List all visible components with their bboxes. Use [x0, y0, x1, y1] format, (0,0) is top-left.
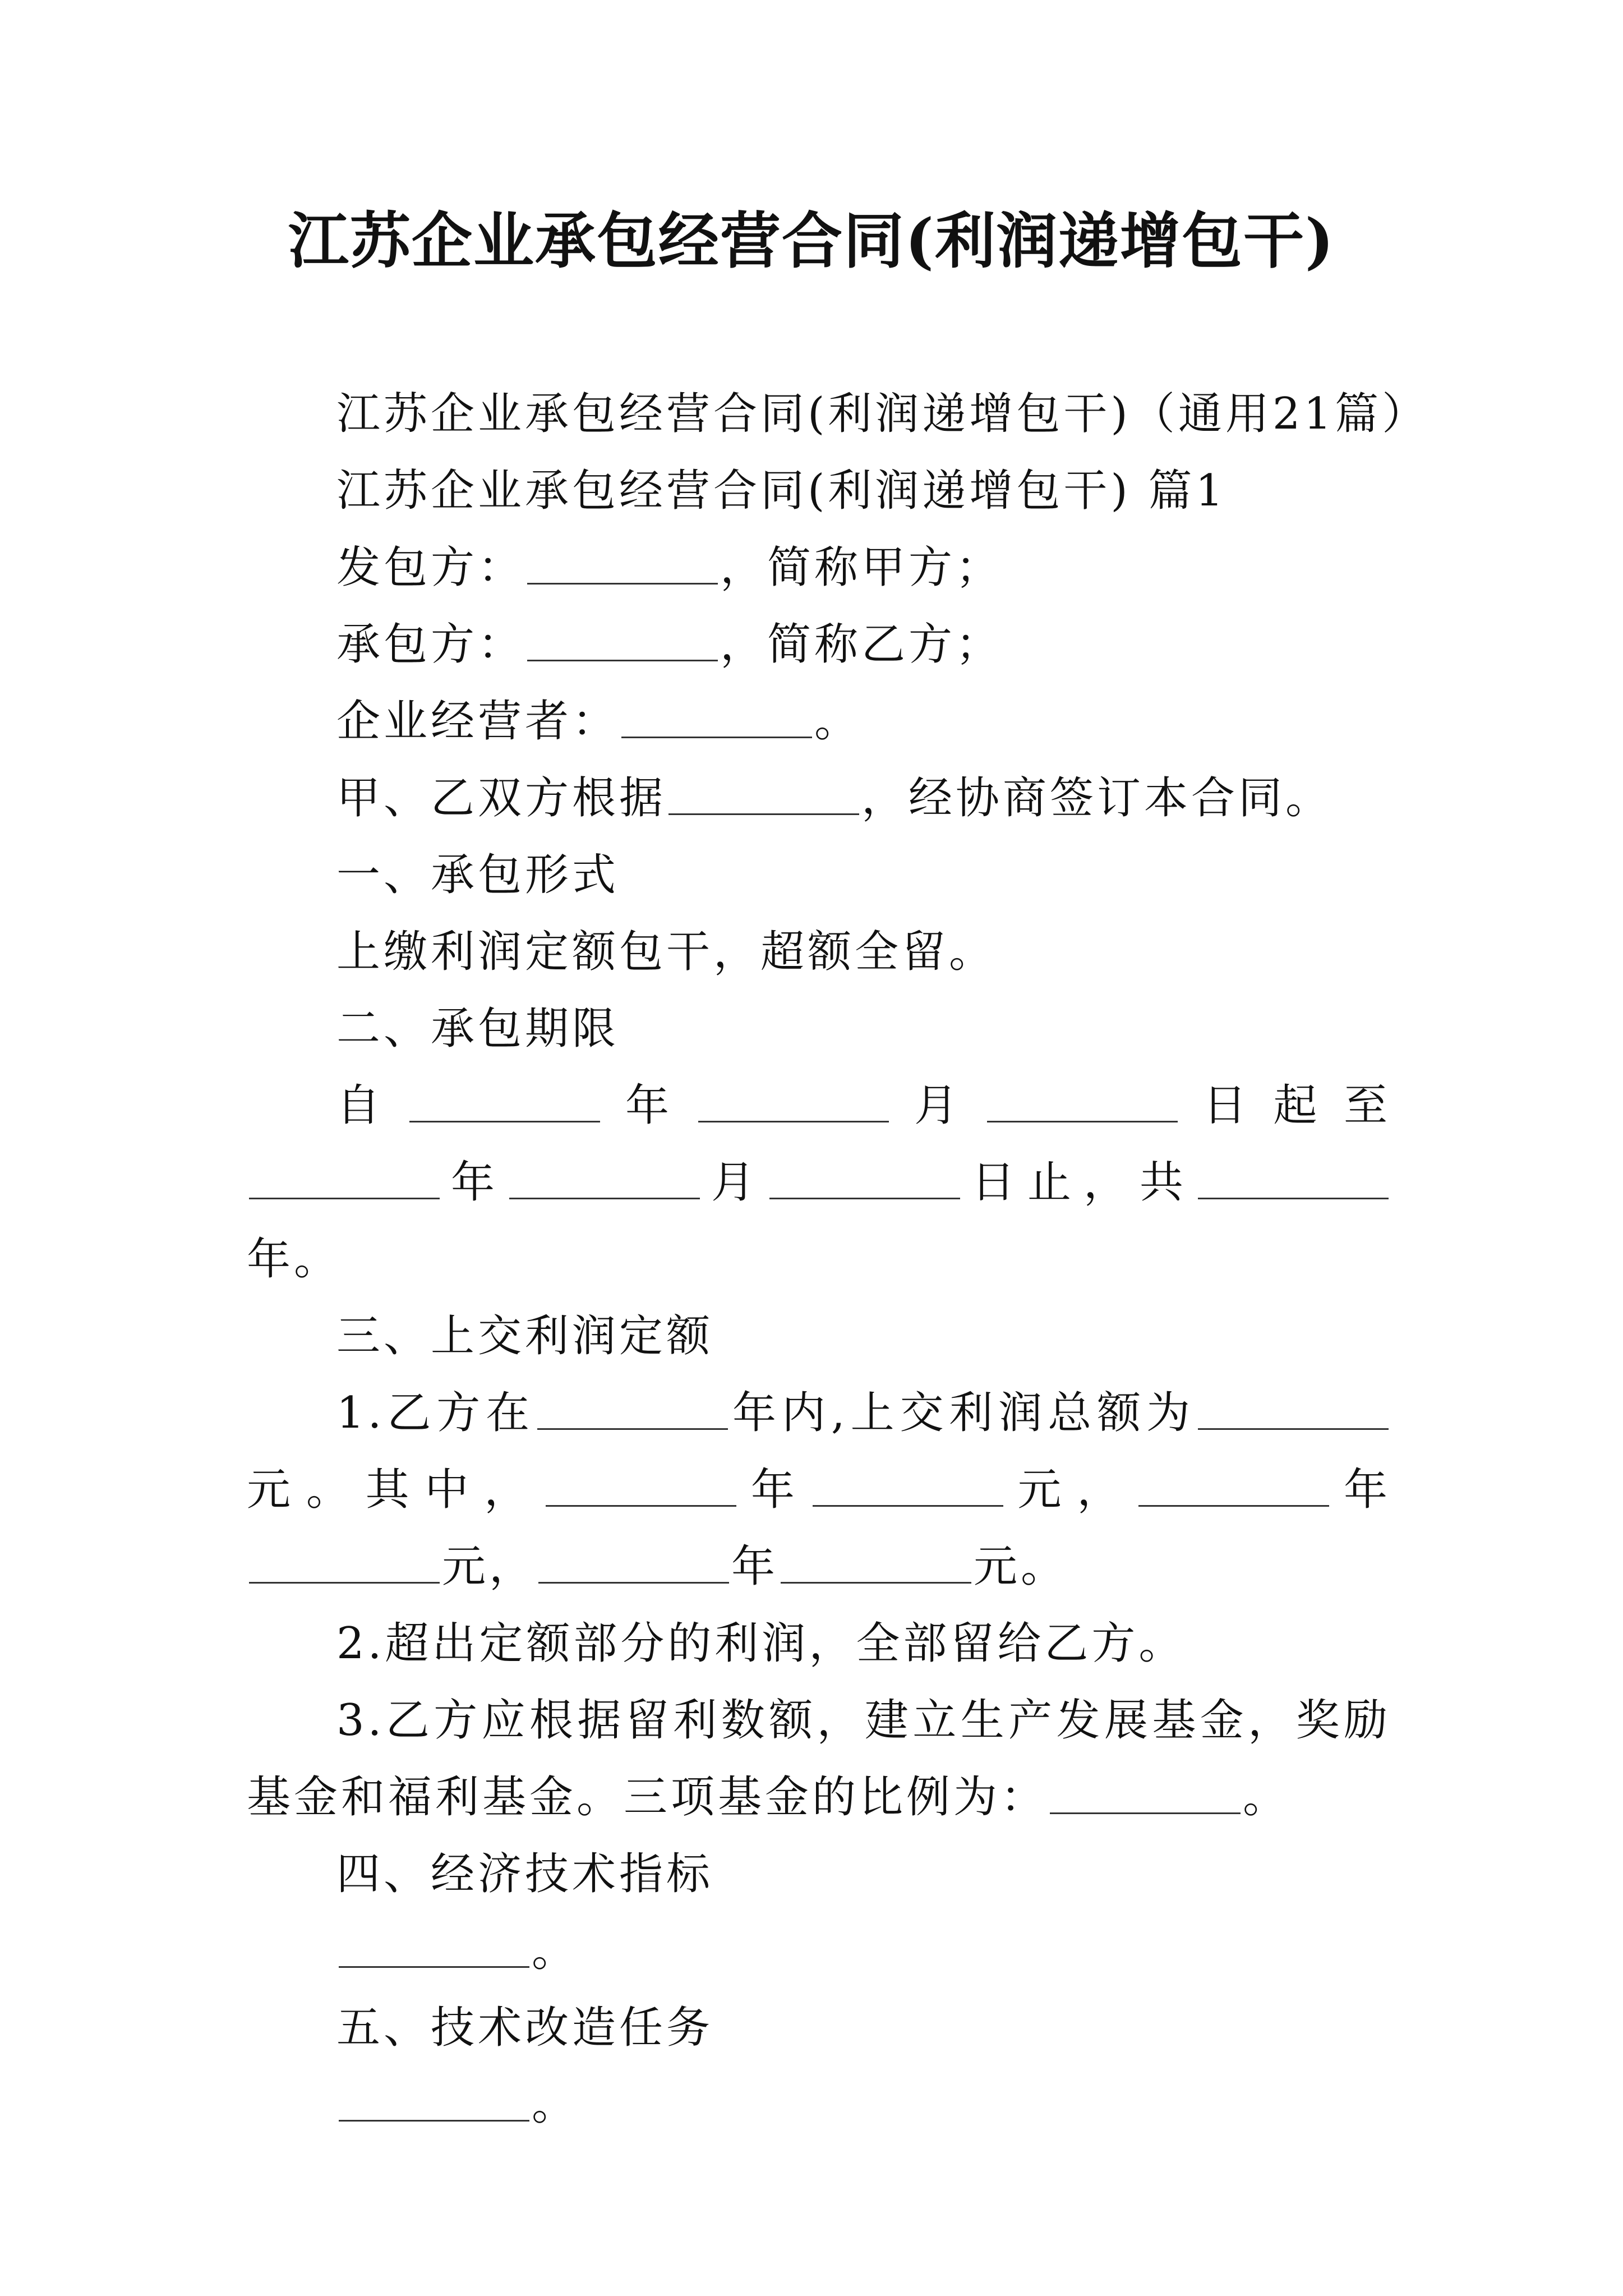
section-heading-2: 二、承包期限 — [336, 1004, 620, 1054]
quota-text: 元。 — [974, 1542, 1068, 1592]
quota-text: 元， — [442, 1542, 537, 1592]
fill-blank — [249, 1158, 440, 1199]
fill-blank — [769, 1158, 960, 1199]
term-text: 自 — [336, 1080, 407, 1131]
fill-blank — [698, 1082, 889, 1122]
term-text: 年。 — [247, 1234, 342, 1285]
fill-blank — [1198, 1389, 1389, 1430]
party-a-suffix: ，简称甲方； — [720, 542, 1003, 593]
fill-blank — [621, 697, 812, 738]
term-text: 年 — [602, 1080, 696, 1131]
operator-line — [247, 683, 1391, 760]
collection-title: 江苏企业承包经营合同(利润递增包干)（通用21篇） — [336, 389, 1430, 439]
basis-line — [247, 760, 1391, 837]
profit-quota-paragraph — [247, 1375, 1391, 1605]
party-b-line — [247, 606, 1391, 683]
quota-text: 1.乙方在 — [336, 1388, 536, 1438]
fill-blank — [527, 544, 718, 585]
section-heading-5: 五、技术改造任务 — [336, 2003, 714, 2053]
fill-blank — [668, 774, 859, 815]
document-body — [247, 376, 1430, 2143]
fill-blank — [409, 1082, 600, 1122]
fill-blank — [538, 1543, 729, 1584]
fill-blank — [339, 2081, 529, 2122]
section-1-text: 上缴利润定额包干，超额全留。 — [336, 927, 997, 977]
term-text: 月 — [702, 1157, 767, 1208]
fill-blank — [813, 1466, 1003, 1507]
fill-blank — [987, 1082, 1178, 1122]
document-title: 江苏企业承包经营合同(利润递增包干) — [288, 206, 1335, 277]
quota-text: 年 — [1331, 1465, 1391, 1515]
fill-blank — [1050, 1773, 1241, 1814]
fill-blank — [546, 1466, 736, 1507]
fill-blank — [781, 1543, 971, 1584]
party-b-label: 承包方： — [336, 619, 525, 670]
quota-text: 元， — [1005, 1465, 1137, 1515]
basis-text: 甲、乙双方根据 — [336, 773, 667, 823]
section-heading-3: 三、上交利润定额 — [336, 1311, 714, 1361]
term-paragraph — [247, 1068, 1391, 1298]
operator-suffix: 。 — [814, 696, 862, 747]
quota-text: 年 — [739, 1465, 810, 1515]
section-heading-1: 一、承包形式 — [336, 850, 620, 900]
quota-text: 元。其中， — [247, 1465, 544, 1515]
renovation-suffix: 。 — [532, 2079, 579, 2130]
fund-text: 3.乙方应根据留利数额，建立生产发展基金，奖励基金和福利基金。三项基金的比例为： — [247, 1695, 1391, 1823]
term-text: 月 — [891, 1080, 985, 1131]
fill-blank — [509, 1158, 700, 1199]
quota-text: 年内,上交利润总额为 — [730, 1388, 1196, 1438]
basis-suffix: ，经协商签订本合同。 — [861, 773, 1333, 823]
fill-blank — [1138, 1466, 1329, 1507]
operator-label: 企业经营者： — [336, 696, 620, 747]
indicator-line — [247, 1913, 1391, 1990]
term-text: 日起至 — [1179, 1080, 1391, 1131]
party-a-line — [247, 530, 1391, 606]
indicator-suffix: 。 — [532, 1926, 579, 1976]
fill-blank — [339, 1927, 529, 1968]
section-heading-4: 四、经济技术指标 — [336, 1849, 714, 1899]
excess-profit-line: 2.超出定额部分的利润，全部留给乙方。 — [336, 1618, 1186, 1669]
fill-blank — [527, 620, 718, 661]
party-a-label: 发包方： — [336, 542, 525, 593]
quota-text: 年 — [731, 1542, 779, 1592]
term-text: 年 — [442, 1157, 507, 1208]
article-heading: 江苏企业承包经营合同(利润递增包干) 篇1 — [336, 466, 1227, 516]
term-text: 日止，共 — [962, 1157, 1196, 1208]
fill-blank — [1198, 1158, 1389, 1199]
fund-suffix: 。 — [1243, 1772, 1290, 1823]
renovation-line — [247, 2067, 1391, 2143]
party-b-suffix: ，简称乙方； — [720, 619, 1003, 670]
fill-blank — [537, 1389, 728, 1430]
fill-blank — [249, 1543, 440, 1584]
fund-paragraph — [247, 1682, 1391, 1836]
